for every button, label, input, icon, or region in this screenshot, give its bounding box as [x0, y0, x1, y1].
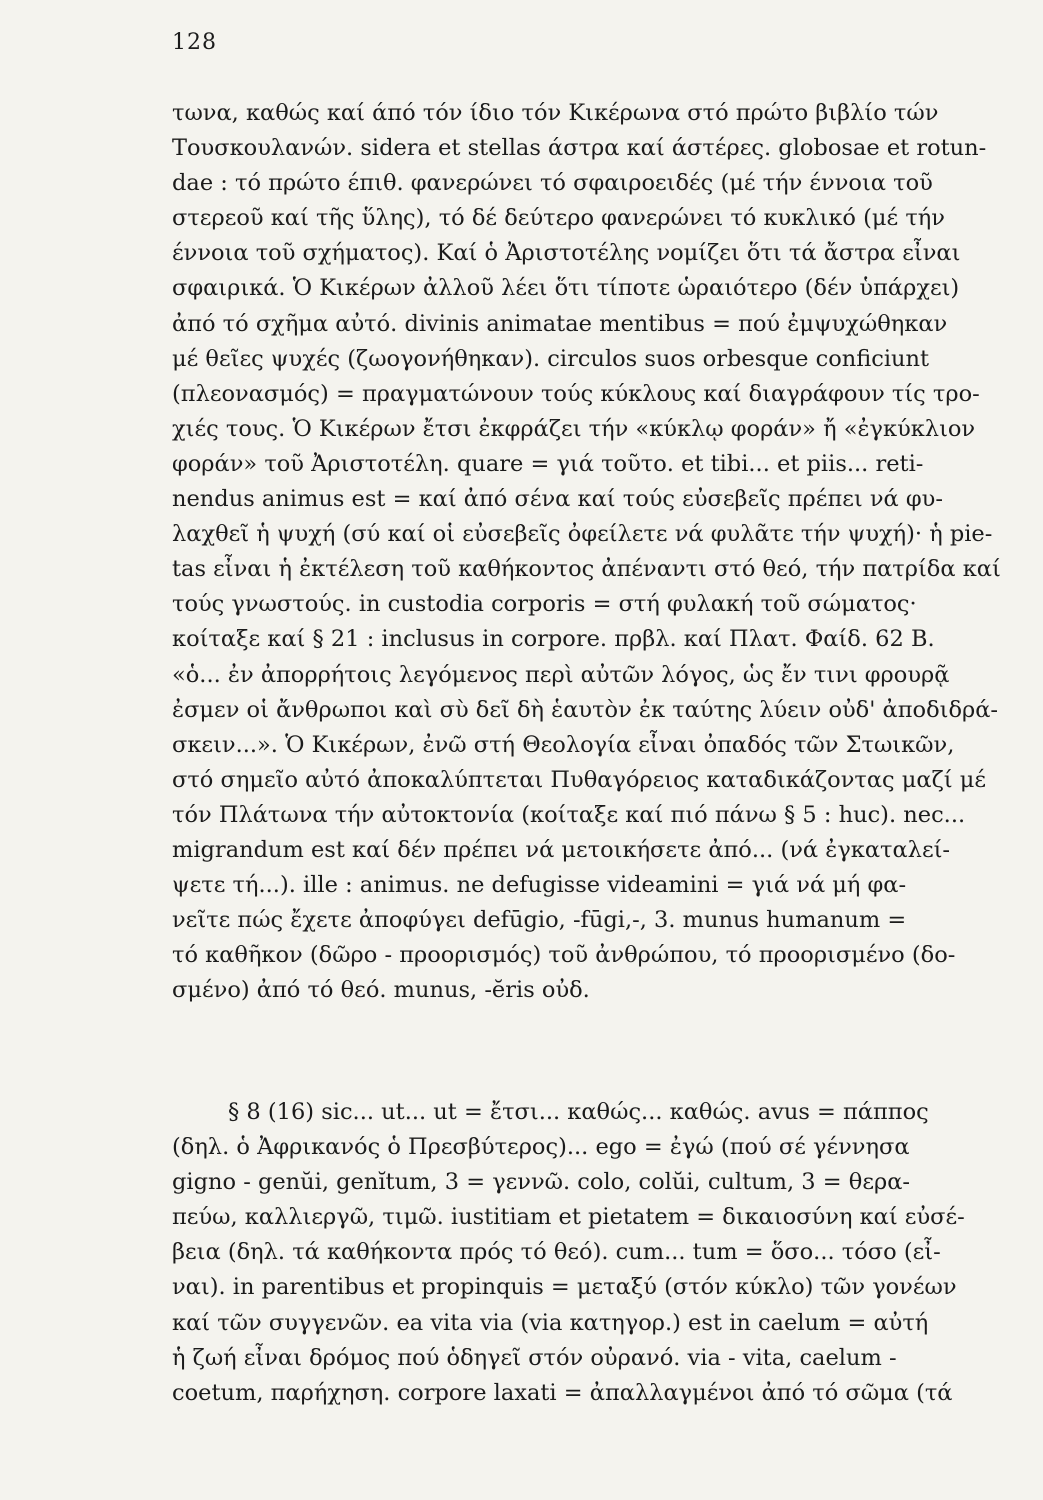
text-line: φοράν» τοῦ Ἀριστοτέλη. quare = γιά τοῦτο. et tibi... et piis... reti- — [172, 450, 924, 477]
text-line: ἐσμεν οἱ ἄνθρωποι καὶ σὺ δεῖ δὴ ἑαυτὸν ἐκ ταύτης λύειν οὐδ' ἀποδιδρά- — [172, 696, 999, 723]
text-line: νεῖτε πώς ἔχετε ἀποφύγει defūgio, -fūgi,-, 3. munus humanum = — [172, 907, 907, 934]
text-line: σφαιρικά. Ὁ Κικέρων ἀλλοῦ λέει ὅτι τίποτε ὡραιότερο (δέν ὑπάρχει) — [172, 275, 960, 302]
text-line: «ὁ... ἐν ἀπορρήτοις λεγόμενος περὶ αὐτῶν λόγος, ὡς ἔν τινι φρουρᾷ — [172, 661, 950, 688]
text-line: σκειν...». Ὁ Κικέρων, ἐνῶ στή Θεολογία εἶναι ὀπαδός τῶν Στωικῶν, — [172, 731, 955, 758]
text-line: κοίταξε καί § 21 : inclusus in corpore. πρβλ. καί Πλατ. Φαίδ. 62 B. — [172, 626, 935, 653]
text-line: § 8 (16) sic... ut... ut = ἔτσι... καθώς... καθώς. avus = πάππος — [228, 1099, 929, 1125]
text-line: πεύω, καλλιεργῶ, τιμῶ. iustitiam et pietatem = δικαιοσύνη καί εὐσέ- — [172, 1204, 965, 1231]
text-line: καί τῶν συγγενῶν. ea vita via (via κατηγορ.) est in caelum = αὐτή — [172, 1309, 929, 1336]
text-line: στερεοῦ καί τῆς ὕλης), τό δέ δεύτερο φανερώνει τό κυκλικό (μέ τήν — [172, 205, 945, 232]
page-number: 128 — [172, 30, 217, 55]
text-line: dae : τό πρώτο έπιθ. φανερώνει τό σφαιροειδές (μέ τήν έννοια τοῦ — [172, 170, 933, 197]
text-line: coetum, παρήχηση. corpore laxati = ἀπαλλαγμένοι ἀπό τό σῶμα (τά — [172, 1379, 953, 1406]
text-line: τούς γνωστούς. in custodia corporis = στή φυλακή τοῦ σώματος· — [172, 591, 917, 618]
text-line: migrandum est καί δέν πρέπει νά μετοικήσετε ἀπό... (νά ἐγκαταλεί- — [172, 836, 951, 863]
text-line: ψετε τή...). ille : animus. ne defugisse videamini = γιά νά μή φα- — [172, 872, 907, 899]
text-line: (δηλ. ὁ Ἀφρικανός ὁ Πρεσβύτερος)... ego = ἐγώ (πού σέ γέννησα — [172, 1134, 910, 1161]
commentary-paragraph-1 — [172, 96, 1042, 1008]
text-line: τό καθῆκον (δῶρο - προορισμός) τοῦ ἀνθρώπου, τό προορισμένο (δο- — [172, 942, 956, 969]
text-line: λαχθεῖ ἡ ψυχή (σύ καί οἱ εὐσεβεῖς ὀφείλετε νά φυλᾶτε τήν ψυχή)· ἡ pie- — [172, 521, 993, 548]
text-line: tas εἶναι ἡ ἐκτέλεση τοῦ καθήκοντος ἀπέναντι στό θεό, τήν πατρίδα καί — [172, 556, 1001, 583]
text-line: στό σημεῖο αὐτό ἀποκαλύπτεται Πυθαγόρειος καταδικάζοντας μαζί μέ — [172, 766, 987, 793]
text-line: τόν Πλάτωνα τήν αὐτοκτονία (κοίταξε καί πιό πάνω § 5 : huc). nec... — [172, 801, 966, 828]
text-line: (πλεονασμός) = πραγματώνουν τούς κύκλους καί διαγράφουν τίς τρο- — [172, 380, 980, 407]
text-line: χιές τους. Ὁ Κικέρων ἔτσι ἐκφράζει τήν «κύκλῳ φοράν» ἤ «ἐγκύκλιον — [172, 415, 976, 442]
text-line: μέ θεῖες ψυχές (ζωογονήθηκαν). circulos suos orbesque conficiunt — [172, 345, 930, 372]
text-line: τωνα, καθώς καί άπό τόν ίδιο τόν Κικέρωνα στό πρώτο βιβλίο τών — [172, 100, 939, 126]
text-line: ἡ ζωή εἶναι δρόμος πού ὁδηγεῖ στόν οὐρανό. via - vita, caelum - — [172, 1344, 897, 1371]
text-line: Τουσκουλανών. sidera et stellas άστρα καί άστέρες. globosae et rotun- — [172, 135, 987, 162]
text-line: nendus animus est = καί ἀπό σένα καί τούς εὐσεβεῖς πρέπει νά φυ- — [172, 486, 943, 513]
text-line: έννοια τοῦ σχήματος). Καί ὁ Ἀριστοτέλης νομίζει ὅτι τά ἄστρα εἶναι — [172, 240, 961, 267]
text-line: σμένο) ἀπό τό θεό. munus, -ĕris οὐδ. — [172, 977, 590, 1004]
commentary-paragraph-2 — [172, 1095, 1042, 1411]
text-line: ναι). in parentibus et propinquis = μεταξύ (στόν κύκλο) τῶν γονέων — [172, 1274, 957, 1301]
text-line: ἀπό τό σχῆμα αὐτό. divinis animatae mentibus = πού ἐμψυχώθηκαν — [172, 310, 948, 337]
text-line: gigno - genŭi, genĭtum, 3 = γεννῶ. colo, colŭi, cultum, 3 = θερα- — [172, 1169, 910, 1196]
text-line: βεια (δηλ. τά καθήκοντα πρός τό θεό). cum... tum = ὅσο... τόσο (εἶ- — [172, 1239, 941, 1266]
